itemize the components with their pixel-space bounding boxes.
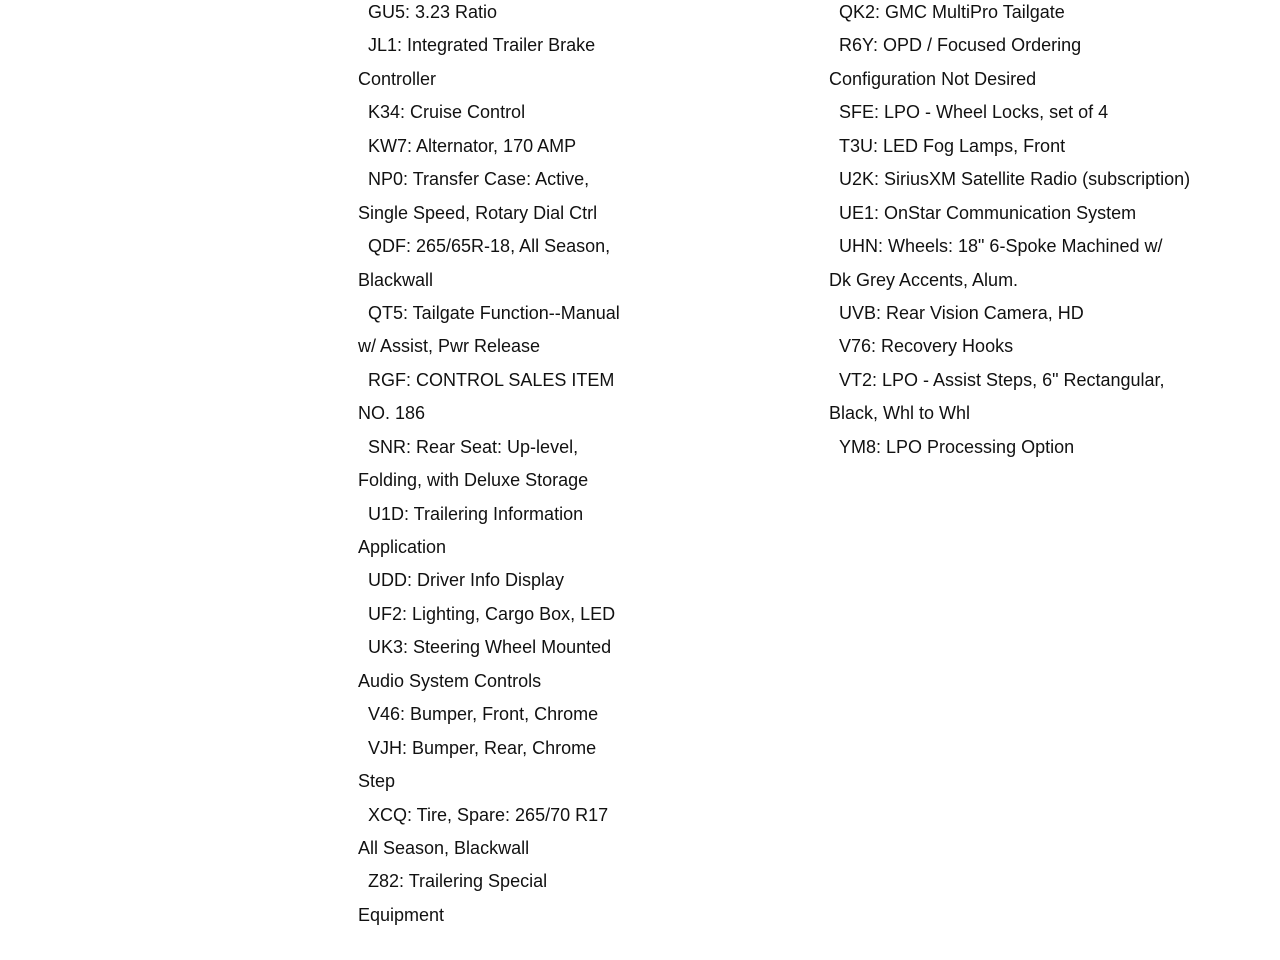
- option-item-continuation: Blackwall: [358, 269, 434, 290]
- option-item: UF2: Lighting, Cargo Box, LED: [368, 603, 616, 624]
- option-item: YM8: LPO Processing Option: [839, 436, 1075, 457]
- option-item: R6Y: OPD / Focused Ordering: [839, 35, 1082, 56]
- option-item-continuation: Dk Grey Accents, Alum.: [829, 269, 1019, 290]
- option-item: Z82: Trailering Special: [368, 871, 548, 892]
- option-item: RGF: CONTROL SALES ITEM: [368, 369, 615, 390]
- option-item: SFE: LPO - Wheel Locks, set of 4: [839, 102, 1109, 123]
- option-item: U2K: SiriusXM Satellite Radio (subscription): [839, 169, 1191, 190]
- option-item-continuation: Black, Whl to Whl: [829, 403, 971, 424]
- option-item: UK3: Steering Wheel Mounted: [368, 637, 612, 658]
- option-item-continuation: Configuration Not Desired: [829, 68, 1037, 89]
- option-item: T3U: LED Fog Lamps, Front: [839, 135, 1066, 156]
- option-item: KW7: Alternator, 170 AMP: [368, 135, 577, 156]
- option-item-continuation: Single Speed, Rotary Dial Ctrl: [358, 202, 598, 223]
- option-item: XCQ: Tire, Spare: 265/70 R17: [368, 804, 609, 825]
- option-item-continuation: Equipment: [358, 904, 445, 925]
- option-item: K34: Cruise Control: [368, 102, 526, 123]
- option-item: V76: Recovery Hooks: [839, 336, 1014, 357]
- option-item-continuation: All Season, Blackwall: [358, 837, 530, 858]
- option-item-continuation: Audio System Controls: [358, 670, 542, 691]
- option-item: VJH: Bumper, Rear, Chrome: [368, 737, 597, 758]
- option-item: QDF: 265/65R-18, All Season,: [368, 236, 611, 257]
- option-item: U1D: Trailering Information: [368, 503, 584, 524]
- option-item: QT5: Tailgate Function--Manual: [368, 302, 620, 323]
- option-item-continuation: Folding, with Deluxe Storage: [358, 470, 589, 491]
- option-item-continuation: NO. 186: [358, 403, 426, 424]
- option-item: NP0: Transfer Case: Active,: [368, 169, 590, 190]
- option-item: QK2: GMC MultiPro Tailgate: [839, 2, 1065, 22]
- option-item: UVB: Rear Vision Camera, HD: [839, 302, 1084, 323]
- option-item: UDD: Driver Info Display: [368, 570, 565, 591]
- option-item: UE1: OnStar Communication System: [839, 202, 1137, 223]
- option-item-continuation: w/ Assist, Pwr Release: [358, 336, 541, 357]
- option-item-continuation: Step: [358, 771, 396, 792]
- option-item: GU5: 3.23 Ratio: [368, 2, 498, 22]
- option-item: SNR: Rear Seat: Up-level,: [368, 436, 579, 457]
- option-item: V46: Bumper, Front, Chrome: [368, 704, 599, 725]
- option-item-continuation: Controller: [358, 68, 437, 89]
- option-item: UHN: Wheels: 18" 6-Spoke Machined w/: [839, 236, 1163, 257]
- option-item: VT2: LPO - Assist Steps, 6" Rectangular,: [839, 369, 1165, 390]
- option-item: JL1: Integrated Trailer Brake: [368, 35, 596, 56]
- options-column-left: [358, 0, 798, 932]
- option-item-continuation: Application: [358, 537, 447, 557]
- options-column-right: [829, 0, 1269, 464]
